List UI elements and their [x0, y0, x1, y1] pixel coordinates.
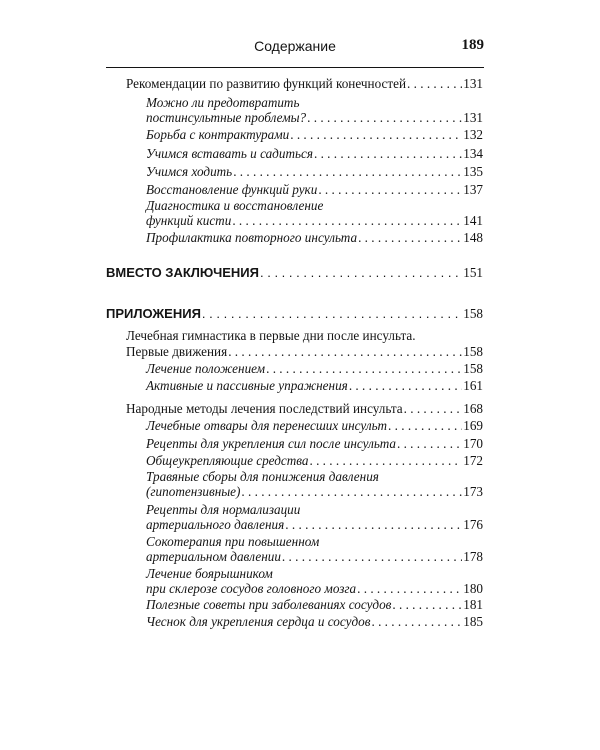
- toc-entry-page: 137: [463, 182, 483, 197]
- toc-entry-page: 185: [463, 614, 483, 629]
- toc-entry-page: 176: [463, 517, 483, 532]
- dot-leader: [290, 127, 462, 142]
- toc-entry-exercises[interactable]: [146, 378, 483, 393]
- toc-entry-title: Лечение положением: [146, 361, 266, 376]
- toc-entry-page: 161: [463, 378, 483, 393]
- toc-entry-title: Восстановление функций руки: [146, 182, 318, 197]
- toc-entry-page: 131: [463, 76, 483, 91]
- toc-entry-line: Рецепты для нормализации: [146, 502, 301, 517]
- toc-entry-title: Рекомендации по развитию функций конечностей: [126, 76, 407, 91]
- toc-entry-advice[interactable]: [146, 597, 483, 612]
- toc-entry-title: при склерозе сосудов головного мозга: [146, 581, 357, 596]
- dot-leader: [371, 614, 462, 629]
- toc-entry-page: 170: [463, 436, 483, 451]
- toc-entry-normalization[interactable]: [146, 517, 483, 532]
- toc-entry-stand[interactable]: [146, 146, 483, 161]
- toc-entry-page: 158: [463, 344, 483, 359]
- toc-entry-title: Полезные советы при заболеваниях сосудов: [146, 597, 392, 612]
- toc-entry-page: 148: [463, 230, 483, 245]
- toc-entry-page: 135: [463, 164, 483, 179]
- dot-leader: [233, 164, 462, 179]
- toc-entry-title: артериального давления: [146, 517, 285, 532]
- toc-entry-conclusion[interactable]: [106, 265, 483, 280]
- toc-entry-title: ПРИЛОЖЕНИЯ: [106, 306, 201, 321]
- toc-entry-page: 178: [463, 549, 483, 564]
- toc-entry-page: 181: [463, 597, 483, 612]
- toc-entry-contractures[interactable]: [146, 127, 483, 142]
- dot-leader: [358, 230, 462, 245]
- toc-entry-garlic[interactable]: [146, 614, 483, 629]
- header-divider: [106, 67, 484, 68]
- dot-leader: [397, 436, 462, 451]
- dot-leader: [357, 581, 462, 596]
- toc-entry-positioning[interactable]: [146, 361, 483, 376]
- dot-leader: [241, 484, 462, 499]
- toc-entry-line: Лечение боярышником: [146, 566, 273, 581]
- toc-entry-decoctions[interactable]: [146, 418, 483, 433]
- toc-entry-recipes[interactable]: [146, 436, 483, 451]
- dot-leader: [407, 76, 462, 91]
- toc-entry-page: 158: [463, 361, 483, 376]
- toc-entry-page: 158: [463, 306, 483, 321]
- toc-entry-title: Народные методы лечения последствий инсульта: [126, 401, 403, 416]
- dot-leader: [307, 110, 462, 125]
- page-number: 189: [461, 37, 484, 53]
- toc-entry-tonic[interactable]: [146, 453, 483, 468]
- running-title: Содержание: [254, 38, 336, 54]
- toc-entry-walk[interactable]: [146, 164, 483, 179]
- page-header: [106, 38, 484, 60]
- dot-leader: [349, 378, 462, 393]
- dot-leader: [309, 453, 462, 468]
- dot-leader: [202, 306, 462, 321]
- dot-leader: [388, 418, 462, 433]
- toc-entry-line: Диагностика и восстановление: [146, 198, 324, 213]
- toc-entry-title: ВМЕСТО ЗАКЛЮЧЕНИЯ: [106, 265, 259, 280]
- toc-entry-title: Чеснок для укрепления сердца и сосудов: [146, 614, 371, 629]
- toc-entry-prophylaxis[interactable]: [146, 230, 483, 245]
- dot-leader: [404, 401, 463, 416]
- toc-entry-juice-therapy[interactable]: [146, 549, 483, 564]
- toc-entry-page: 168: [463, 401, 483, 416]
- toc-entry-title: Рецепты для укрепления сил после инсульта: [146, 436, 396, 451]
- toc-entry-title: функций кисти: [146, 213, 232, 228]
- toc-entry-page: 131: [463, 110, 483, 125]
- toc-entry-page: 173: [463, 484, 483, 499]
- toc-entry-hand[interactable]: [146, 182, 483, 197]
- toc-entry-page: 151: [463, 265, 483, 280]
- toc-entry-line: Лечебная гимнастика в первые дни после инсульта.: [126, 328, 416, 343]
- toc-entry-page: 141: [463, 213, 483, 228]
- toc-entry-line: Сокотерапия при повышенном: [146, 534, 320, 549]
- toc-entry-title: Учимся вставать и садиться: [146, 146, 313, 161]
- toc-entry-title: артериальном давлении: [146, 549, 281, 564]
- toc-entry-page: 169: [463, 418, 483, 433]
- dot-leader: [282, 549, 462, 564]
- toc-entry-page: 180: [463, 581, 483, 596]
- toc-entry-title: постинсультные проблемы?: [146, 110, 307, 125]
- dot-leader: [314, 146, 462, 161]
- dot-leader: [260, 265, 462, 280]
- toc-entry-herbal[interactable]: [146, 484, 483, 499]
- dot-leader: [285, 517, 462, 532]
- toc-entry-page: 132: [463, 127, 483, 142]
- dot-leader: [318, 182, 462, 197]
- toc-entry-page: 172: [463, 453, 483, 468]
- toc-entry-appendices[interactable]: [106, 306, 483, 321]
- toc-entry-title: Активные и пассивные упражнения: [146, 378, 348, 393]
- toc-entry-line: Можно ли предотвратить: [146, 95, 300, 110]
- dot-leader: [392, 597, 462, 612]
- toc-entry-recommendations[interactable]: [126, 76, 483, 91]
- toc-entry-diagnostics[interactable]: [146, 213, 483, 228]
- toc-entry-title: Общеукрепляющие средства: [146, 453, 309, 468]
- toc-entry-page: 134: [463, 146, 483, 161]
- toc-entry-folk-methods[interactable]: [126, 401, 483, 416]
- dot-leader: [266, 361, 462, 376]
- toc-entry-title: Первые движения: [126, 344, 228, 359]
- toc-entry-title: Учимся ходить: [146, 164, 233, 179]
- toc-entry-title: Борьба с контрактурами: [146, 127, 290, 142]
- toc-entry-hawthorn[interactable]: [146, 581, 483, 596]
- dot-leader: [232, 213, 462, 228]
- toc-entry-prevent[interactable]: [146, 110, 483, 125]
- toc-entry-title: (гипотензивные): [146, 484, 241, 499]
- toc-entry-gymnastics[interactable]: [126, 344, 483, 359]
- toc-entry-line: Травяные сборы для понижения давления: [146, 469, 379, 484]
- toc-entry-title: Профилактика повторного инсульта: [146, 230, 358, 245]
- toc-entry-title: Лечебные отвары для перенесших инсульт: [146, 418, 388, 433]
- dot-leader: [228, 344, 462, 359]
